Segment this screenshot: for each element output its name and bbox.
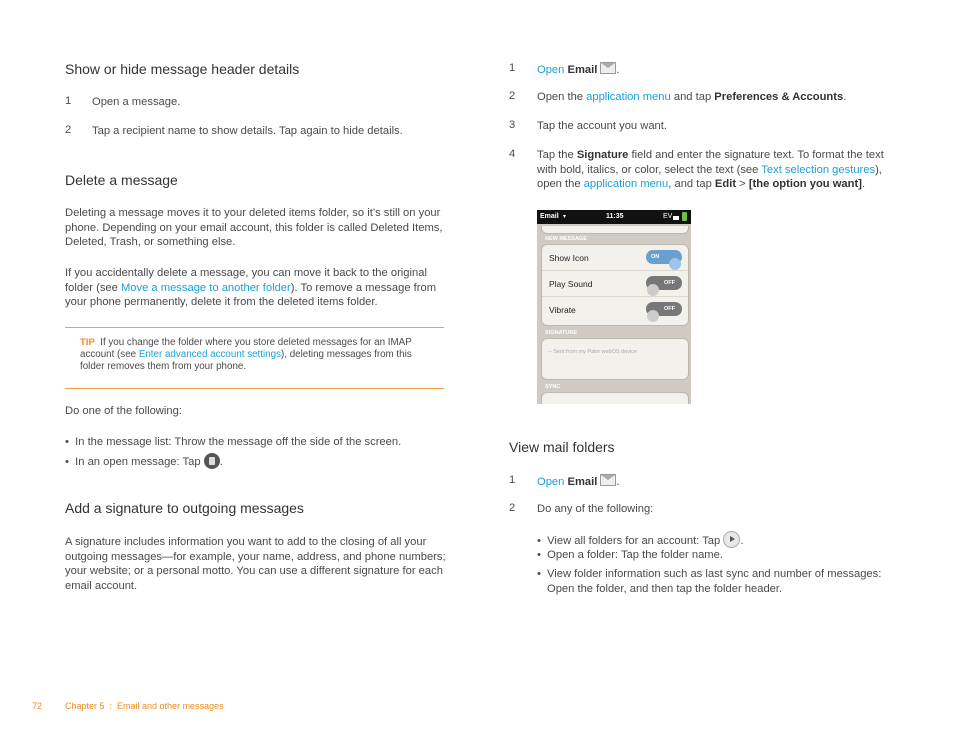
application-menu-link[interactable]: application menu [583, 178, 669, 191]
email-label: Email [567, 476, 598, 488]
text: If you change the folder where you store deleted messages for an IMAP account (see [80, 337, 412, 361]
new-message-group [541, 244, 689, 326]
step-number: 2 [509, 90, 516, 102]
step-number: 1 [509, 474, 516, 486]
bold-text: Signature [576, 149, 629, 161]
step-text [537, 62, 619, 78]
step-text: Open a message. [92, 96, 181, 108]
divider [65, 327, 444, 328]
setting-label: Vibrate [549, 305, 576, 315]
step-text [537, 148, 893, 192]
phone-screenshot [537, 210, 691, 404]
text: , and tap [668, 178, 712, 191]
section-heading-header-details: Show or hide message header details [65, 61, 300, 77]
divider [65, 388, 444, 389]
text: field and enter the signature text. To format the text with bold, italics, or color, select the text (see [537, 149, 884, 176]
page-number: 72 [32, 701, 43, 711]
tip-box [80, 337, 435, 374]
text: > [739, 178, 746, 191]
setting-label: Show Icon [549, 253, 589, 263]
step-number: 2 [509, 502, 516, 514]
toggle-label: ON [651, 254, 660, 260]
step-text [537, 90, 846, 105]
signal-label: EV [663, 213, 673, 220]
step-text: Do any of the following: [537, 503, 654, 515]
chapter-footer: Chapter 5 : Email and other messages [65, 701, 224, 711]
text: . [616, 64, 620, 76]
text: . [616, 476, 620, 488]
text-selection-link[interactable]: Text selection gestures [761, 163, 876, 176]
status-bar [537, 210, 691, 224]
text: ), deleting messages from this folder removes them from your phone. [80, 349, 412, 373]
toggle-label: OFF [664, 280, 675, 286]
sync-group [541, 392, 689, 404]
email-icon [600, 474, 616, 486]
text: . [219, 456, 223, 468]
section-heading-signature: Add a signature to outgoing messages [65, 500, 304, 516]
step-number: 3 [509, 119, 516, 131]
text: Open the [537, 91, 584, 103]
step-number: 4 [509, 148, 516, 160]
battery-icon [682, 212, 687, 221]
text: View folder information such as last sync and number of messages: Open the folder, and then tap the folder header. [547, 568, 882, 595]
step-number: 2 [65, 124, 72, 136]
group-header: SIGNATURE [545, 330, 577, 336]
text: If you accidentally delete a message, you can move it back to the original folder (see [65, 267, 427, 294]
setting-row-play-sound[interactable] [542, 271, 688, 297]
text: . [740, 535, 744, 547]
text: In the message list: Throw the message off the side of the screen. [75, 436, 402, 448]
step-number: 1 [65, 95, 72, 107]
setting-label: Play Sound [549, 279, 593, 289]
setting-row-vibrate[interactable] [542, 297, 688, 322]
open-link[interactable]: Open [537, 64, 565, 76]
step-text [537, 474, 619, 490]
open-link[interactable]: Open [537, 476, 565, 488]
text: Tap the [537, 149, 574, 161]
application-menu-link[interactable]: application menu [586, 91, 671, 103]
bold-text: [the option you want] [748, 178, 862, 191]
step-text: Tap the account you want. [537, 120, 667, 132]
signature-group [541, 338, 689, 380]
bold-text: Edit [714, 178, 737, 191]
list-item: • In the message list: Throw the message off the side of the screen. [65, 436, 402, 448]
show-icon-toggle[interactable] [646, 250, 682, 264]
group-header: SYNC [545, 384, 561, 390]
text: ), open the [537, 163, 882, 191]
toggle-knob [647, 310, 659, 322]
bullet-marker: • [537, 568, 541, 580]
toggle-label: OFF [664, 306, 675, 312]
text: Open a folder: Tap the folder name. [547, 549, 723, 561]
list-item: • View all folders for an account: Tap . [537, 531, 743, 548]
step-number: 1 [509, 62, 516, 74]
text: . [843, 91, 847, 103]
text: and tap [673, 91, 712, 103]
signature-field[interactable]: -- Sent from my Palm webOS device [548, 349, 637, 355]
advanced-settings-link[interactable]: Enter advanced account settings [138, 349, 281, 361]
paragraph: A signature includes information you want to add to the closing of all your outgoing messages—for example, your name, address, and phone numbers; your website; or a personal motto. You can use a different signature for each email account. [65, 536, 446, 592]
move-message-link[interactable]: Move a message to another folder [120, 281, 291, 294]
text: ). To remove a message from your phone permanently, delete it from the deleted items folder. [65, 281, 437, 309]
list-item [537, 567, 893, 597]
paragraph [65, 266, 445, 310]
tip-label: TIP [80, 337, 95, 348]
list-item: • Open a folder: Tap the folder name. [537, 549, 723, 561]
group-header: NEW MESSAGE [545, 236, 587, 242]
chevron-down-icon: ▾ [563, 214, 567, 220]
clock: 11:35 [606, 213, 624, 220]
toggle-knob [647, 284, 659, 296]
email-label: Email [567, 64, 598, 76]
app-menu-label: Email [540, 213, 559, 220]
setting-row-show-icon[interactable] [542, 245, 688, 271]
text: View all folders for an account: Tap [547, 535, 721, 547]
folder-arrow-icon [723, 531, 740, 548]
email-icon [600, 62, 616, 74]
signal-icon [673, 213, 679, 220]
list-item: • In an open message: Tap . [65, 453, 223, 469]
trash-icon [204, 453, 220, 469]
section-heading-view-folders: View mail folders [509, 439, 615, 455]
text: In an open message: Tap [75, 456, 201, 468]
vibrate-toggle[interactable] [646, 302, 682, 316]
bold-text: Preferences & Accounts [714, 91, 844, 103]
paragraph: Deleting a message moves it to your deleted items folder, so it’s still on your phone. Depending on your email account, this folder is called Deleted Items, Deleted, Trash, or something else. [65, 207, 443, 249]
play-sound-toggle[interactable] [646, 276, 682, 290]
previous-group [541, 226, 689, 234]
section-heading-delete-message: Delete a message [65, 172, 178, 188]
instruction: Do one of the following: [65, 405, 182, 417]
text: . [861, 178, 866, 191]
toggle-knob [669, 258, 681, 270]
step-text: Tap a recipient name to show details. Tap again to hide details. [92, 125, 403, 137]
